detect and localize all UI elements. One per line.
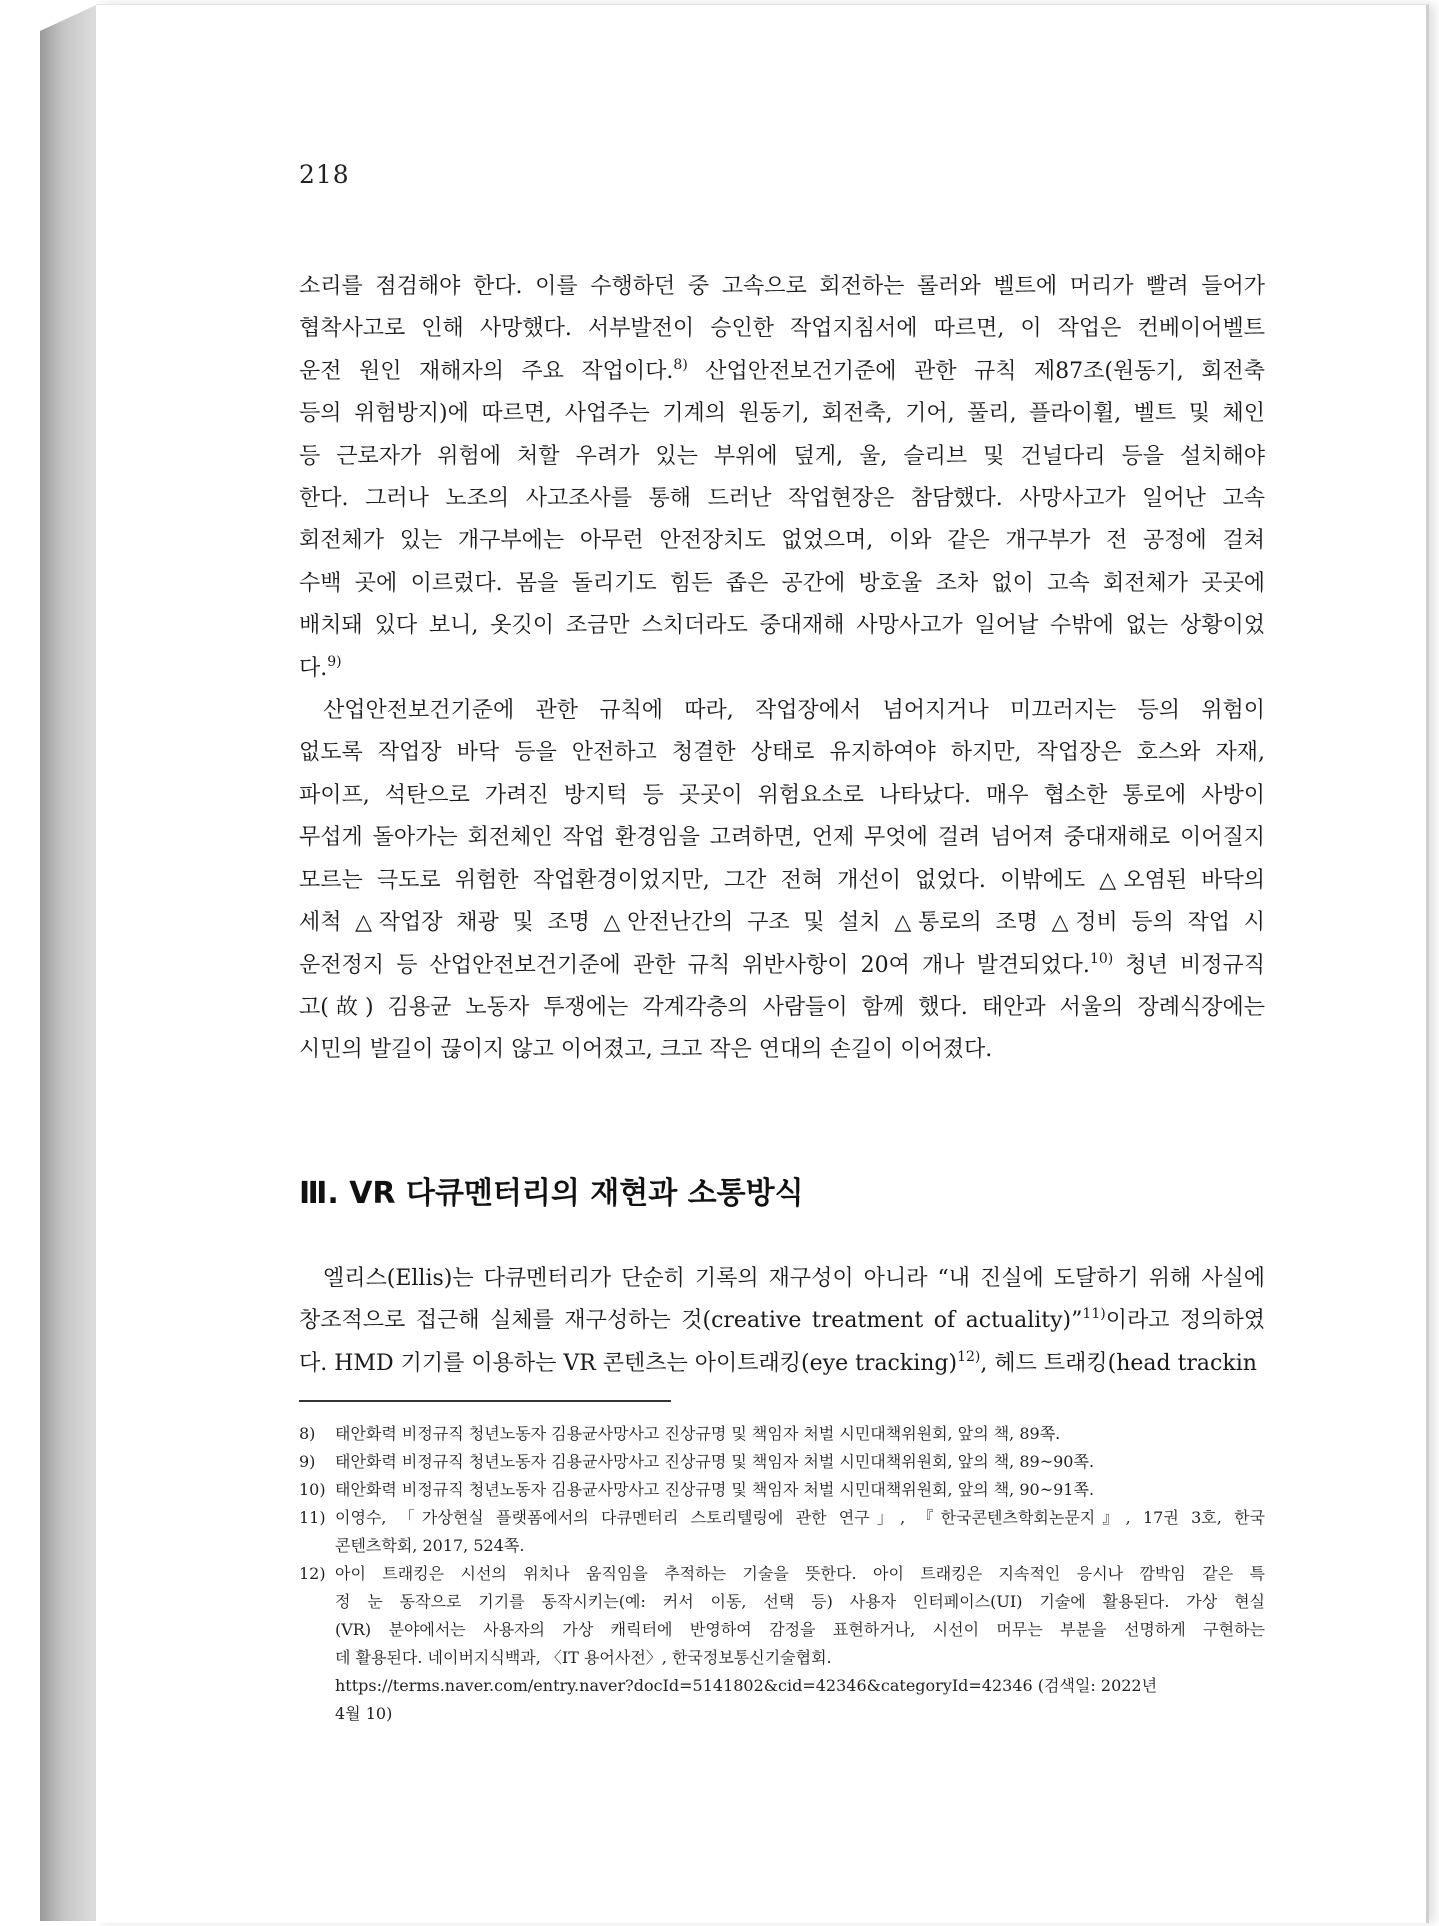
footnote-ref-9[interactable]: 9) <box>327 653 342 670</box>
text-line <box>299 945 1265 987</box>
text-segment: 운전정지 등 산업안전보건기준에 관한 규칙 위반사항이 20여 개나 발견되었다. <box>299 952 1090 978</box>
footnote-line: 콘텐츠학회, 2017, 524쪽. <box>335 1536 525 1555</box>
footnote-11 <box>299 1504 1265 1560</box>
footnote-8 <box>299 1420 1265 1448</box>
footnote-divider <box>299 1400 671 1402</box>
footnote-url[interactable]: https://terms.naver.com/entry.naver?docId=5141802&cid=42346&categoryId=42346 (검색일: 2022년 <box>335 1676 1158 1695</box>
text-line: 시민의 발길이 끊이지 않고 이어졌고, 크고 작은 연대의 손길이 이어졌다. <box>299 1037 993 1063</box>
footnote-ref-8[interactable]: 8) <box>673 356 688 373</box>
footnote-line: 데 활용된다. 네이버지식백과, 〈IT 용어사전〉, 한국정보통신기술협회. <box>335 1648 832 1667</box>
text-line: 무섭게 돌아가는 회전체인 작업 환경임을 고려하면, 언제 무엇에 걸려 넘어져 중대재해로 이어질지 <box>299 825 1265 851</box>
footnote-ref-11[interactable]: 11) <box>1082 1306 1106 1323</box>
footnote-line: 이영수, 「가상현실 플랫폼에서의 다큐멘터리 스토리텔링에 관한 연구」, 『한국콘텐츠학회논문지』, 17권 3호, 한국 <box>335 1508 1265 1527</box>
text-line: 없도록 작업장 바닥 등을 안전하고 청결한 상태로 유지하여야 하지만, 작업장은 호스와 자재, <box>299 740 1265 766</box>
footnote-line: 정 눈 동작으로 기기를 동작시키는(예: 커서 이동, 선택 등) 사용자 인터페이스(UI) 기술에 활용된다. 가상 현실 <box>335 1592 1265 1611</box>
text-line: 등의 위험방지)에 따르면, 사업주는 기계의 원동기, 회전축, 기어, 풀리, 플라이휠, 벨트 및 체인 <box>299 401 1265 427</box>
text-segment: 다. <box>299 655 328 681</box>
paragraph-3 <box>299 1258 1265 1385</box>
text-segment: 다. HMD 기기를 이용하는 VR 콘텐츠는 아이트래킹(eye tracking) <box>299 1350 958 1376</box>
footnote-line: 4월 10) <box>335 1704 393 1723</box>
paragraph-1 <box>299 266 1265 1072</box>
text-line: 배치돼 있다 보니, 옷깃이 조금만 스치더라도 중대재해 사망사고가 일어날 수밖에 없는 상황이었 <box>299 613 1265 639</box>
footnote-number: 11) <box>299 1508 326 1527</box>
text-segment: 운전 원인 재해자의 주요 작업이다. <box>299 358 674 384</box>
text-line: 세척 △작업장 채광 및 조명 △안전난간의 구조 및 설치 △통로의 조명 △정비 등의 작업 시 <box>299 910 1265 936</box>
text-line: 산업안전보건기준에 관한 규칙에 따라, 작업장에서 넘어지거나 미끄러지는 등의 위험이 <box>323 698 1265 724</box>
footnote-number: 9) <box>299 1452 316 1471</box>
footnote-line: (VR) 분야에서는 사용자의 가상 캐릭터에 반영하여 감정을 표현하거나, 시선이 머무는 부분을 선명하게 구현하는 <box>335 1620 1265 1639</box>
text-line: 엘리스(Ellis)는 다큐멘터리가 단순히 기록의 재구성이 아니라 “내 진실에 도달하기 위해 사실에 <box>323 1266 1265 1291</box>
text-line: 파이프, 석탄으로 가려진 방지턱 등 곳곳이 위험요소로 나타났다. 매우 협소한 통로에 사방이 <box>299 782 1265 808</box>
text-segment: , 헤드 트래킹(head trackin <box>980 1350 1257 1376</box>
section-heading: Ⅲ. VR 다큐멘터리의 재현과 소통방식 <box>299 1176 804 1211</box>
book-spine-corner <box>40 5 96 31</box>
footnote-12 <box>299 1560 1265 1728</box>
footnote-line: 태안화력 비정규직 청년노동자 김용균사망사고 진상규명 및 책임자 처벌 시민대책위원회, 앞의 책, 89쪽. <box>335 1424 1061 1443</box>
text-line: 등 근로자가 위험에 처할 우려가 있는 부위에 덮게, 울, 슬리브 및 건널다리 등을 설치해야 <box>299 443 1265 469</box>
text-line <box>299 1300 1265 1342</box>
footnote-9 <box>299 1448 1265 1476</box>
text-segment: 산업안전보건기준에 관한 규칙 제87조(원동기, 회전축 <box>687 358 1265 384</box>
footnote-number: 10) <box>299 1480 326 1499</box>
text-line: 수백 곳에 이르렀다. 몸을 돌리기도 힘든 좁은 공간에 방호울 조차 없이 고속 회전체가 곳곳에 <box>299 570 1265 596</box>
text-line: 소리를 점검해야 한다. 이를 수행하던 중 고속으로 회전하는 롤러와 벨트에 머리가 빨려 들어가 <box>299 274 1265 299</box>
footnotes <box>299 1420 1265 1728</box>
text-line: 회전체가 있는 개구부에는 아무런 안전장치도 없었으며, 이와 같은 개구부가 전 공정에 걸쳐 <box>299 528 1265 554</box>
book-spine <box>40 5 98 1921</box>
footnote-10 <box>299 1476 1265 1504</box>
text-line <box>299 351 1265 393</box>
text-line <box>299 648 1265 690</box>
footnote-line: 아이 트래킹은 시선의 위치나 움직임을 추적하는 기술을 뜻한다. 아이 트래킹은 지속적인 응시나 깜박임 같은 특 <box>335 1564 1265 1583</box>
text-segment: 이라고 정의하였 <box>1105 1308 1265 1334</box>
footnote-ref-10[interactable]: 10) <box>1089 950 1114 967</box>
footnote-number: 12) <box>299 1564 326 1583</box>
text-segment: 창조적으로 접근해 실체를 재구성하는 것(creative treatment of actuality)” <box>299 1308 1083 1334</box>
text-line: 모르는 극도로 위험한 작업환경이었지만, 그간 전혀 개선이 없었다. 이밖에도 △오염된 바닥의 <box>299 867 1265 893</box>
text-line: 한다. 그러나 노조의 사고조사를 통해 드러난 작업현장은 참담했다. 사망사고가 일어난 고속 <box>299 486 1265 512</box>
footnote-line: 태안화력 비정규직 청년노동자 김용균사망사고 진상규명 및 책임자 처벌 시민대책위원회, 앞의 책, 90~91쪽. <box>335 1480 1095 1499</box>
page-number: 218 <box>299 160 350 189</box>
text-segment: 청년 비정규직 <box>1113 952 1265 978</box>
footnote-number: 8) <box>299 1424 316 1443</box>
text-line: 고(故) 김용균 노동자 투쟁에는 각계각층의 사람들이 함께 했다. 태안과 서울의 장례식장에는 <box>299 994 1265 1020</box>
footnote-line: 태안화력 비정규직 청년노동자 김용균사망사고 진상규명 및 책임자 처벌 시민대책위원회, 앞의 책, 89~90쪽. <box>335 1452 1095 1471</box>
text-line: 협착사고로 인해 사망했다. 서부발전이 승인한 작업지침서에 따르면, 이 작업은 컨베이어벨트 <box>299 316 1265 342</box>
text-line <box>299 1343 1265 1385</box>
footnote-ref-12[interactable]: 12) <box>957 1348 981 1365</box>
